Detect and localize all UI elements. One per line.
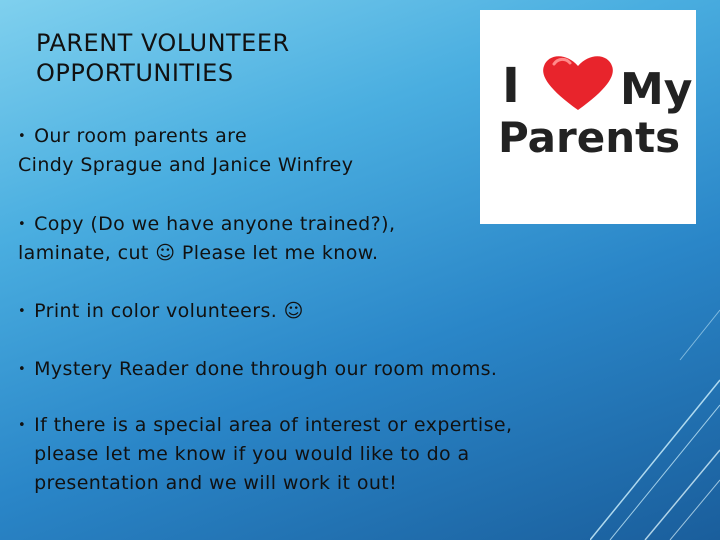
bullet-special-area [18,411,578,498]
bullet-text-tail: Please let me know. [181,242,379,264]
bullet-dot: • [18,362,27,377]
decorative-lines [590,300,720,540]
bullet-mystery-reader [18,355,618,384]
bullet-text-cont: laminate, cut [18,242,149,264]
bullet-dot: • [18,129,27,144]
bullet-text: Copy (Do we have anyone trained?), [34,213,396,235]
smiley-icon: ☺ [283,300,304,322]
i-love-my-parents-logo [480,10,696,224]
smiley-icon: ☺ [155,242,176,264]
bullet-text: If there is a special area of interest or expertise, please let me know if you would like to do a presentation and we will work it out! [34,414,513,494]
title-line-1: PARENT VOLUNTEER [36,29,290,57]
logo-word-parents: Parents [498,113,681,162]
bullet-text-cont: Cindy Sprague and Janice Winfrey [18,154,354,176]
title-line-2: OPPORTUNITIES [36,59,234,87]
bullet-dot: • [18,304,27,319]
bullet-text: Print in color volunteers. [34,300,278,322]
slide-title [36,28,456,88]
bullet-text: Mystery Reader done through our room moms. [34,358,498,380]
logo-graphic [480,10,696,224]
bullet-print [18,297,618,326]
logo-word-i: I [502,58,520,114]
bullet-dot: • [18,217,27,232]
bullet-dot: • [18,418,27,433]
bullet-room-parents [18,122,458,180]
bullet-copy [18,210,458,268]
logo-word-my: My [620,64,693,115]
bullet-text: Our room parents are [34,125,248,147]
